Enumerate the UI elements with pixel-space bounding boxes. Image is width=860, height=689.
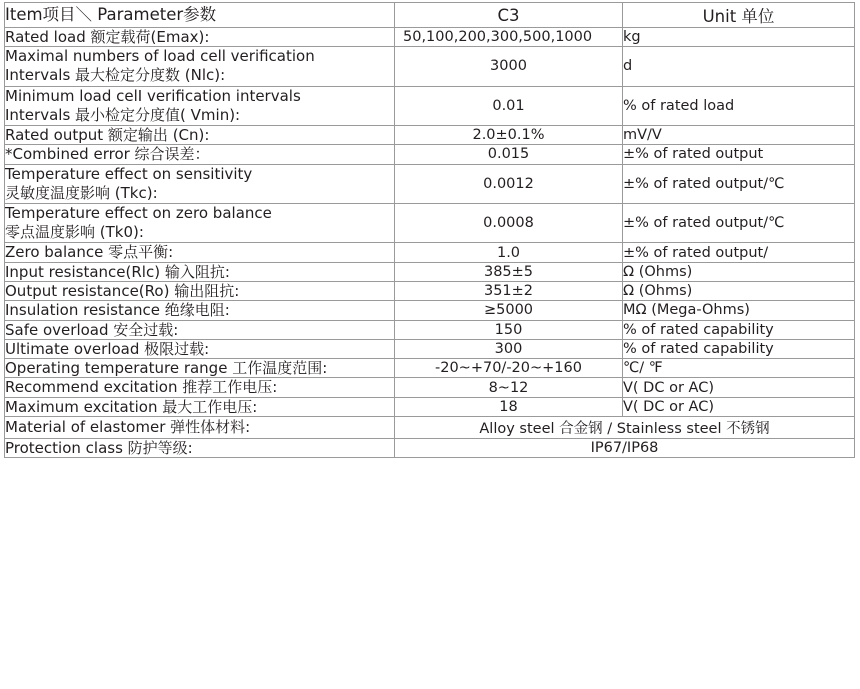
- header-c3: C3: [395, 3, 623, 28]
- unit-cell: mV/V: [623, 126, 855, 145]
- unit-cell: V( DC or AC): [623, 397, 855, 416]
- value-cell-spanning: IP67/IP68: [395, 439, 855, 458]
- header-unit: Unit 单位: [623, 3, 855, 28]
- table-row: [5, 439, 855, 458]
- parameter-name-cell: [5, 243, 395, 262]
- unit-cell: ℃/ ℉: [623, 359, 855, 378]
- parameter-name-line-1: Temperature effect on zero balance: [5, 204, 272, 223]
- parameter-name-line-1: Ultimate overload 极限过载:: [5, 339, 210, 358]
- table-row: [5, 281, 855, 300]
- header-item-parameter: Item项目＼ Parameter参数: [5, 3, 395, 28]
- table-header-row: [5, 3, 855, 28]
- table-body: [5, 28, 855, 458]
- parameter-name-line-1: Material of elastomer 弹性体材料:: [5, 418, 251, 437]
- unit-cell: MΩ (Mega-Ohms): [623, 301, 855, 320]
- parameter-name-cell: [5, 320, 395, 339]
- parameter-name-cell: [5, 417, 395, 439]
- unit-cell: kg: [623, 28, 855, 47]
- parameter-name-cell: [5, 28, 395, 47]
- parameter-name-line-2: Intervals 最大检定分度数 (Nlc):: [5, 66, 226, 85]
- parameter-name-cell: [5, 397, 395, 416]
- table-row: [5, 320, 855, 339]
- parameter-name-cell: [5, 339, 395, 358]
- value-cell-c3: -20~+70/-20~+160: [395, 359, 623, 378]
- unit-cell: % of rated load: [623, 86, 855, 125]
- value-cell-c3: 0.0012: [395, 164, 623, 203]
- parameter-name-line-1: Rated output 额定输出 (Cn):: [5, 126, 210, 145]
- table-row: [5, 86, 855, 125]
- parameter-name-line-1: *Combined error 综合误差：: [5, 145, 210, 164]
- unit-cell: ±% of rated output/℃: [623, 204, 855, 243]
- unit-cell: % of rated capability: [623, 320, 855, 339]
- value-cell-c3: 2.0±0.1%: [395, 126, 623, 145]
- value-cell-c3: 351±2: [395, 281, 623, 300]
- value-cell-c3: 3000: [395, 47, 623, 86]
- parameter-name-line-2: 灵敏度温度影响 (Tkc):: [5, 183, 158, 202]
- parameter-name-line-1: Recommend excitation 推荐工作电压:: [5, 378, 278, 397]
- value-cell-c3: 8~12: [395, 378, 623, 397]
- parameter-name-line-1: Rated load 额定载荷(Emax):: [5, 28, 210, 46]
- value-cell-c3: ≥5000: [395, 301, 623, 320]
- unit-cell: ±% of rated output: [623, 145, 855, 164]
- unit-cell: V( DC or AC): [623, 378, 855, 397]
- value-cell-c3: 50,100,200,300,500,1000: [395, 28, 623, 47]
- parameter-name-cell: [5, 164, 395, 203]
- unit-cell: Ω (Ohms): [623, 262, 855, 281]
- table-row: [5, 164, 855, 203]
- parameter-name-line-1: Input resistance(Rlc) 输入阻抗:: [5, 262, 230, 281]
- parameter-name-line-2: Intervals 最小检定分度值( Vmin):: [5, 105, 241, 124]
- parameter-name-line-1: Protection class 防护等级:: [5, 439, 193, 458]
- parameter-name-line-1: Temperature effect on sensitivity: [5, 164, 253, 183]
- value-cell-c3: 0.0008: [395, 204, 623, 243]
- parameter-name-line-1: Insulation resistance 绝缘电阻:: [5, 301, 230, 320]
- parameter-name-cell: [5, 281, 395, 300]
- table-row: [5, 417, 855, 439]
- value-cell-c3: 300: [395, 339, 623, 358]
- table-row: [5, 126, 855, 145]
- table-row: [5, 359, 855, 378]
- value-cell-c3: 385±5: [395, 262, 623, 281]
- unit-cell: ±% of rated output/℃: [623, 164, 855, 203]
- parameter-name-cell: [5, 145, 395, 164]
- parameter-name-cell: [5, 439, 395, 458]
- parameter-name-cell: [5, 204, 395, 243]
- value-cell-c3: 0.01: [395, 86, 623, 125]
- value-cell-c3: 150: [395, 320, 623, 339]
- table-row: [5, 339, 855, 358]
- parameter-name-line-1: Maximum excitation 最大工作电压:: [5, 397, 258, 416]
- load-cell-specification-table: [4, 2, 855, 458]
- unit-cell: % of rated capability: [623, 339, 855, 358]
- unit-cell: Ω (Ohms): [623, 281, 855, 300]
- table-row: [5, 262, 855, 281]
- unit-cell: d: [623, 47, 855, 86]
- parameter-name-line-1: Safe overload 安全过载:: [5, 320, 179, 339]
- parameter-name-cell: [5, 262, 395, 281]
- value-cell-c3: 0.015: [395, 145, 623, 164]
- table-row: [5, 204, 855, 243]
- parameter-name-cell: [5, 126, 395, 145]
- value-cell-c3: 1.0: [395, 243, 623, 262]
- value-cell-spanning: Alloy steel 合金钢 / Stainless steel 不锈钢: [395, 417, 855, 439]
- table-row: [5, 243, 855, 262]
- unit-cell: ±% of rated output/: [623, 243, 855, 262]
- table-row: [5, 301, 855, 320]
- table-row: [5, 378, 855, 397]
- parameter-name-line-1: Minimum load celI verification intervals: [5, 86, 301, 105]
- table-row: [5, 28, 855, 47]
- parameter-name-cell: [5, 86, 395, 125]
- table-row: [5, 47, 855, 86]
- parameter-name-cell: [5, 359, 395, 378]
- parameter-name-line-2: 零点温度影响 (Tk0):: [5, 223, 144, 242]
- parameter-name-cell: [5, 47, 395, 86]
- parameter-name-line-1: Zero balance 零点平衡:: [5, 243, 174, 262]
- parameter-name-line-1: Output resistance(Ro) 输出阻抗:: [5, 281, 240, 300]
- parameter-name-line-1: Operating temperature range 工作温度范围:: [5, 359, 328, 378]
- parameter-name-cell: [5, 378, 395, 397]
- value-cell-c3: 18: [395, 397, 623, 416]
- table-row: [5, 145, 855, 164]
- table-row: [5, 397, 855, 416]
- parameter-name-line-1: Maximal numbers of load cell verification: [5, 47, 315, 66]
- parameter-name-cell: [5, 301, 395, 320]
